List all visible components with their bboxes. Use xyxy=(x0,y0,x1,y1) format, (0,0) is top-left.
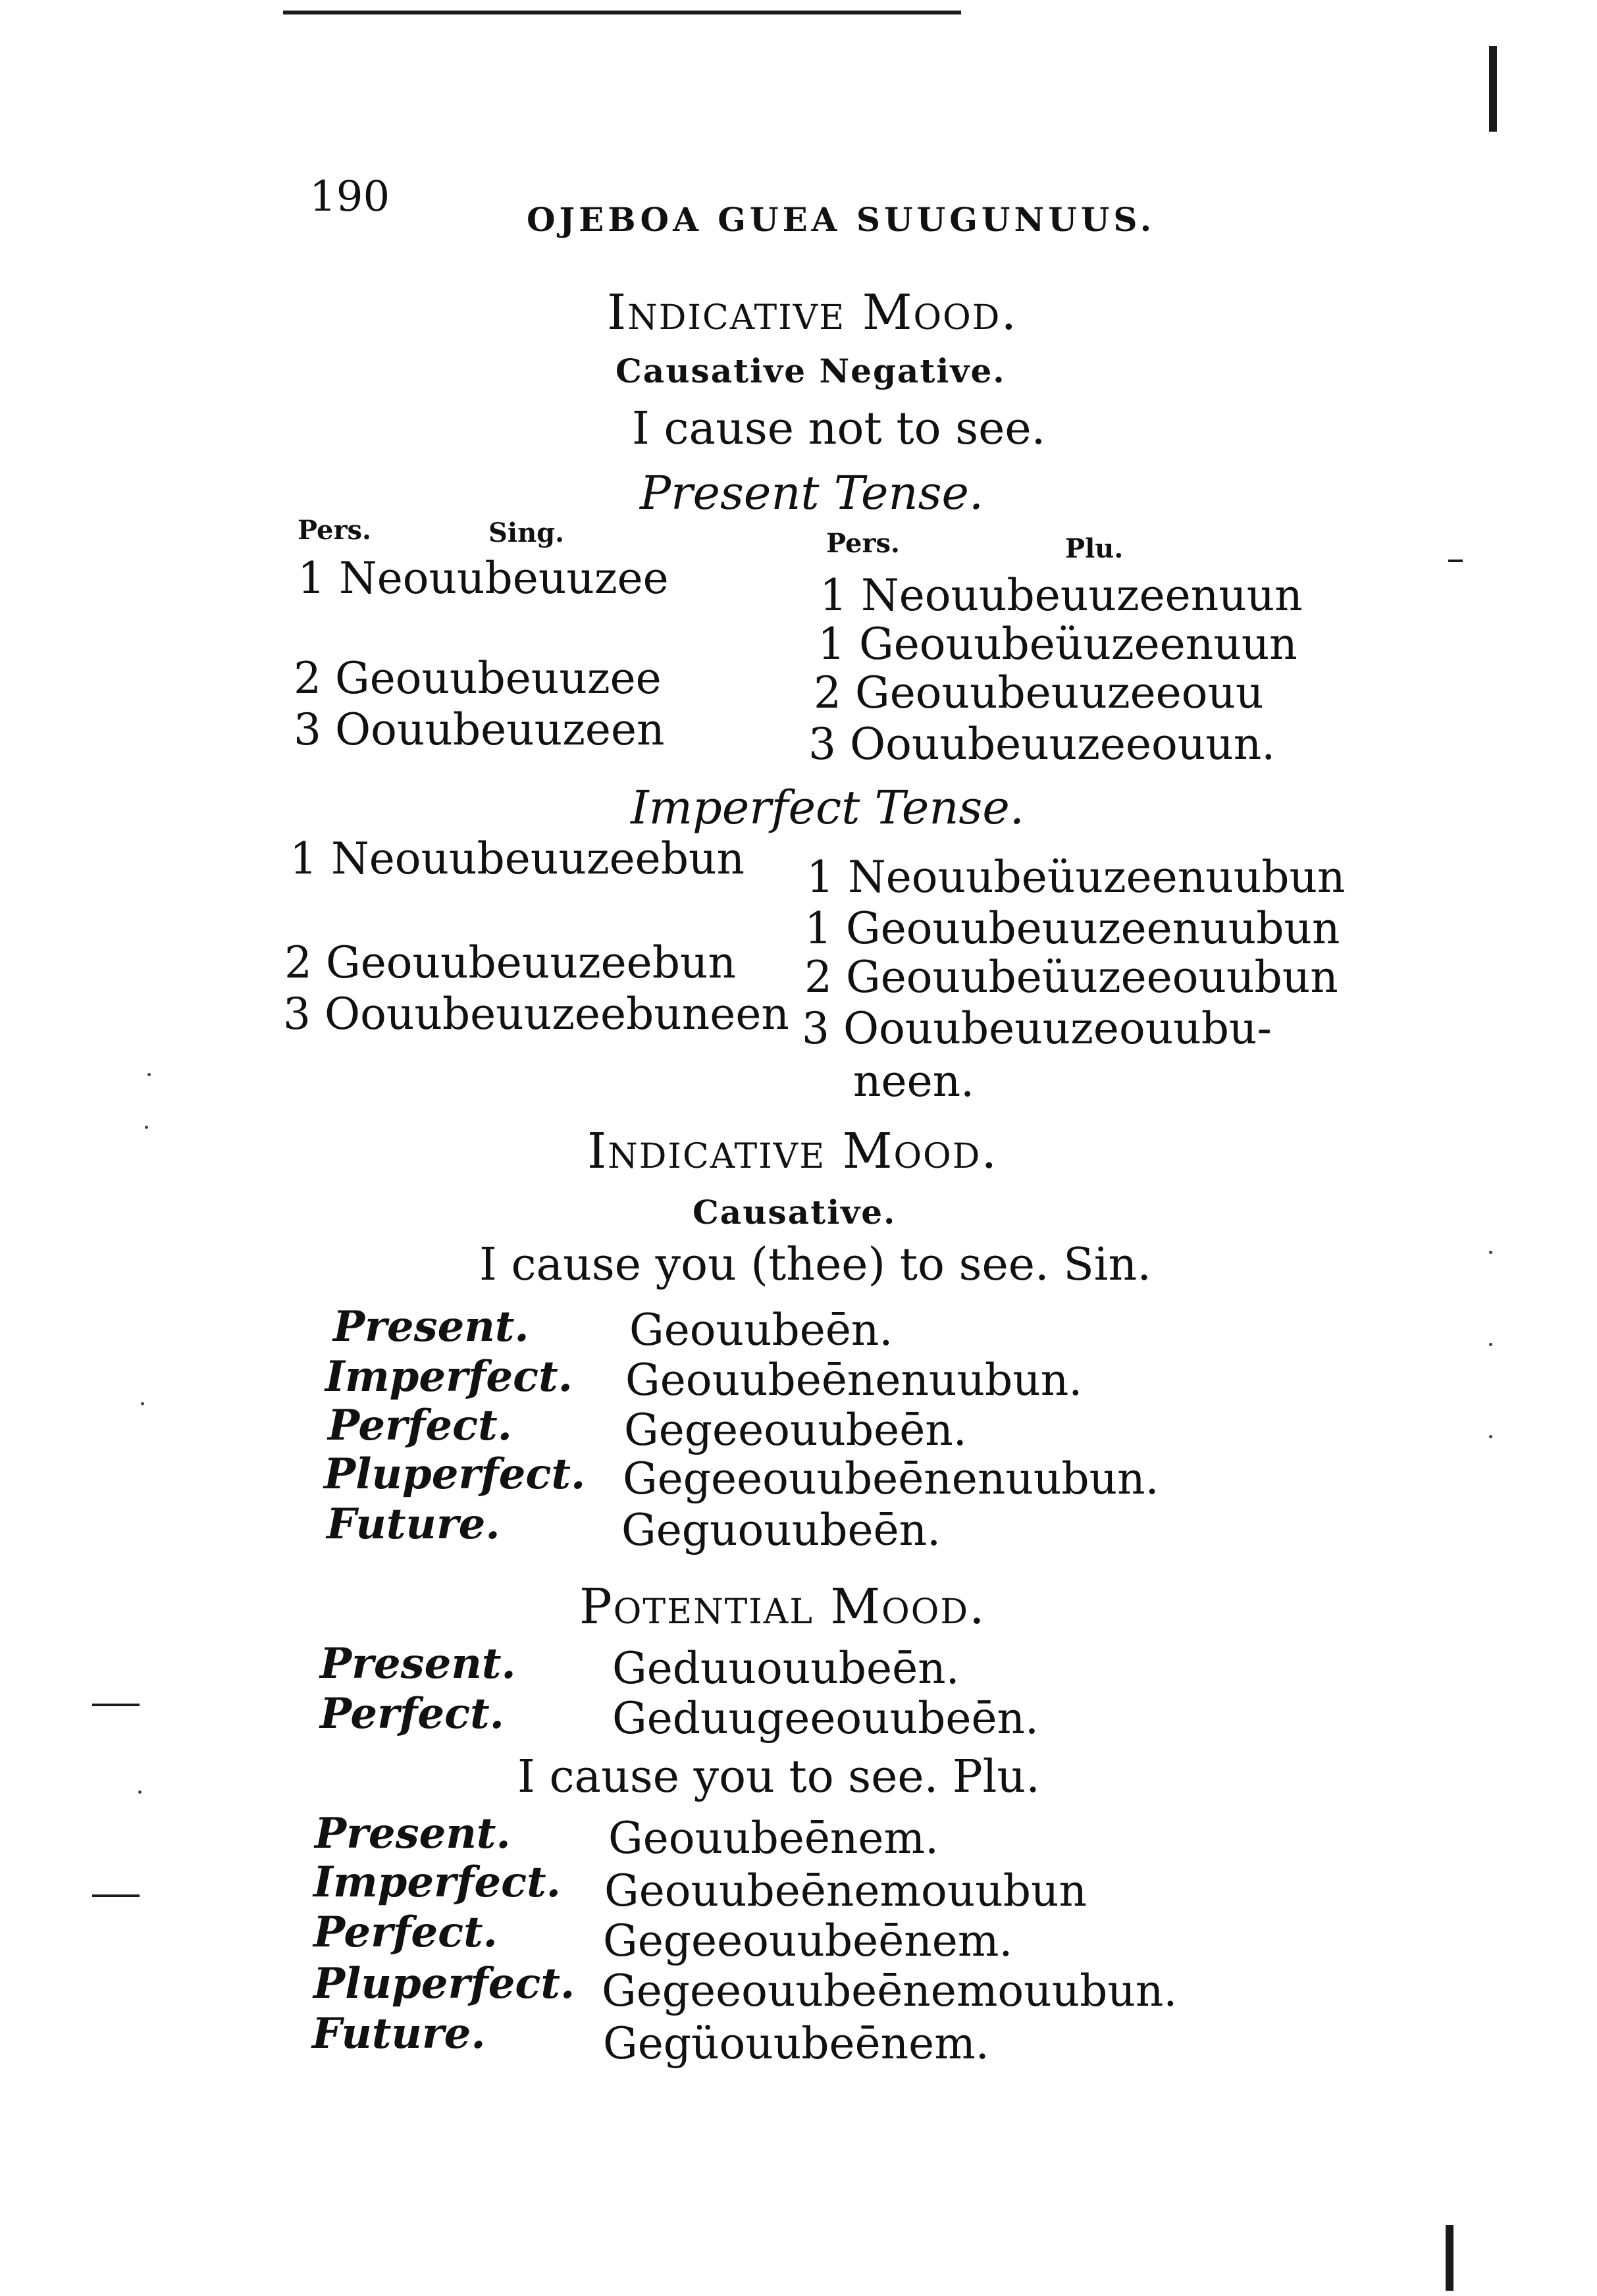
s2-form-imperfect: Geouubeēnenuubun. xyxy=(625,1355,1083,1405)
s2-label-pluperfect: Pluperfect. xyxy=(324,1449,586,1499)
col-plu: Plu. xyxy=(1065,533,1124,564)
s2-form-perfect: Gegeeouubeēn. xyxy=(624,1405,967,1455)
s4-label-present: Present. xyxy=(315,1809,511,1858)
imperfect-plu-3: 2 Geouubeüuzeeouubun xyxy=(804,952,1338,1003)
s2-label-future: Future. xyxy=(327,1500,500,1549)
s4-form-imperfect: Geouubeēnemouubun xyxy=(604,1866,1087,1916)
speck xyxy=(147,1073,151,1076)
section2-mood-heading: Indicative Mood. xyxy=(587,1123,998,1180)
speck xyxy=(1489,1343,1492,1346)
present-plu-4: 3 Oouubeuuzeeouun. xyxy=(808,719,1276,770)
s3-form-perfect: Geduugeeouubeēn. xyxy=(612,1693,1039,1744)
col-sing: Sing. xyxy=(488,517,565,548)
bottom-right-mark xyxy=(1446,2225,1453,2291)
present-plu-2: 1 Geouubeüuzeenuun xyxy=(818,619,1297,669)
speck xyxy=(138,1790,142,1794)
s3-label-present: Present. xyxy=(320,1639,516,1688)
s4-label-imperfect: Imperfect. xyxy=(313,1858,561,1907)
s4-form-future: Gegüouubeēnem. xyxy=(603,2018,989,2069)
section2-gloss: I cause you (thee) to see. Sin. xyxy=(479,1239,1151,1291)
left-margin-dash-1 xyxy=(92,1704,140,1706)
present-plu-3: 2 Geouubeuuzeeouu xyxy=(814,667,1264,718)
col-pers-plu: Pers. xyxy=(826,528,900,559)
running-head: OJEBOA GUEA SUUGUNUUS. xyxy=(527,200,1156,239)
s2-label-perfect: Perfect. xyxy=(328,1401,512,1450)
present-sing-3: 3 Oouubeuuzeen xyxy=(294,704,665,755)
s2-label-imperfect: Imperfect. xyxy=(325,1352,573,1401)
right-margin-dash xyxy=(1448,560,1463,562)
section1-mood-heading: Indicative Mood. xyxy=(607,284,1018,341)
s4-form-perfect: Gegeeouubeēnem. xyxy=(603,1916,1013,1966)
section1-gloss: I cause not to see. xyxy=(632,403,1046,455)
s4-label-future: Future. xyxy=(312,2009,486,2058)
s3-form-present: Geduuouubeēn. xyxy=(612,1643,960,1694)
s2-form-present: Geouubeēn. xyxy=(629,1305,893,1355)
speck xyxy=(145,1126,148,1129)
section2-subheading: Causative. xyxy=(693,1193,897,1232)
present-sing-1: 1 Neouubeuuzee xyxy=(298,553,669,604)
speck xyxy=(1489,1435,1492,1438)
imperfect-plu-2: 1 Geouubeuuzeenuubun xyxy=(804,903,1340,954)
s4-form-pluperfect: Gegeeouubeēnemouubun. xyxy=(602,1966,1178,2016)
present-tense-heading: Present Tense. xyxy=(640,466,984,520)
imperfect-tense-heading: Imperfect Tense. xyxy=(631,781,1025,835)
imperfect-plu-4: 3 Oouubeuuzeouubu- xyxy=(802,1003,1272,1054)
s4-label-pluperfect: Pluperfect. xyxy=(313,1959,575,2008)
right-edge-mark xyxy=(1489,46,1497,132)
s3-label-perfect: Perfect. xyxy=(320,1689,504,1738)
s4-label-perfect: Perfect. xyxy=(313,1908,498,1957)
imperfect-sing-1: 1 Neouubeuuzeebun xyxy=(290,833,745,884)
left-margin-dash-2 xyxy=(92,1894,140,1897)
section3-mood-heading: Potential Mood. xyxy=(579,1578,986,1635)
top-rule xyxy=(283,11,961,14)
s2-form-future: Geguouubeēn. xyxy=(621,1505,941,1555)
imperfect-plu-1: 1 Neouubeüuzeenuubun xyxy=(806,852,1346,902)
s4-form-present: Geouubeēnem. xyxy=(608,1813,939,1864)
imperfect-plu-5: neen. xyxy=(853,1056,975,1107)
section4-gloss: I cause you to see. Plu. xyxy=(517,1751,1040,1803)
imperfect-sing-2: 2 Geouubeuuzeebun xyxy=(284,937,736,988)
page-number: 190 xyxy=(309,172,390,221)
speck xyxy=(141,1402,144,1405)
present-sing-2: 2 Geouubeuuzee xyxy=(294,653,662,704)
present-plu-1: 1 Neouubeuuzeenuun xyxy=(820,570,1303,621)
col-pers-sing: Pers. xyxy=(298,515,371,546)
speck xyxy=(1489,1251,1492,1254)
s2-form-pluperfect: Gegeeouubeēnenuubun. xyxy=(623,1453,1159,1504)
s2-label-present: Present. xyxy=(333,1302,529,1351)
section1-subheading: Causative Negative. xyxy=(615,352,1006,390)
imperfect-sing-3: 3 Oouubeuuzeebuneen xyxy=(283,989,789,1039)
